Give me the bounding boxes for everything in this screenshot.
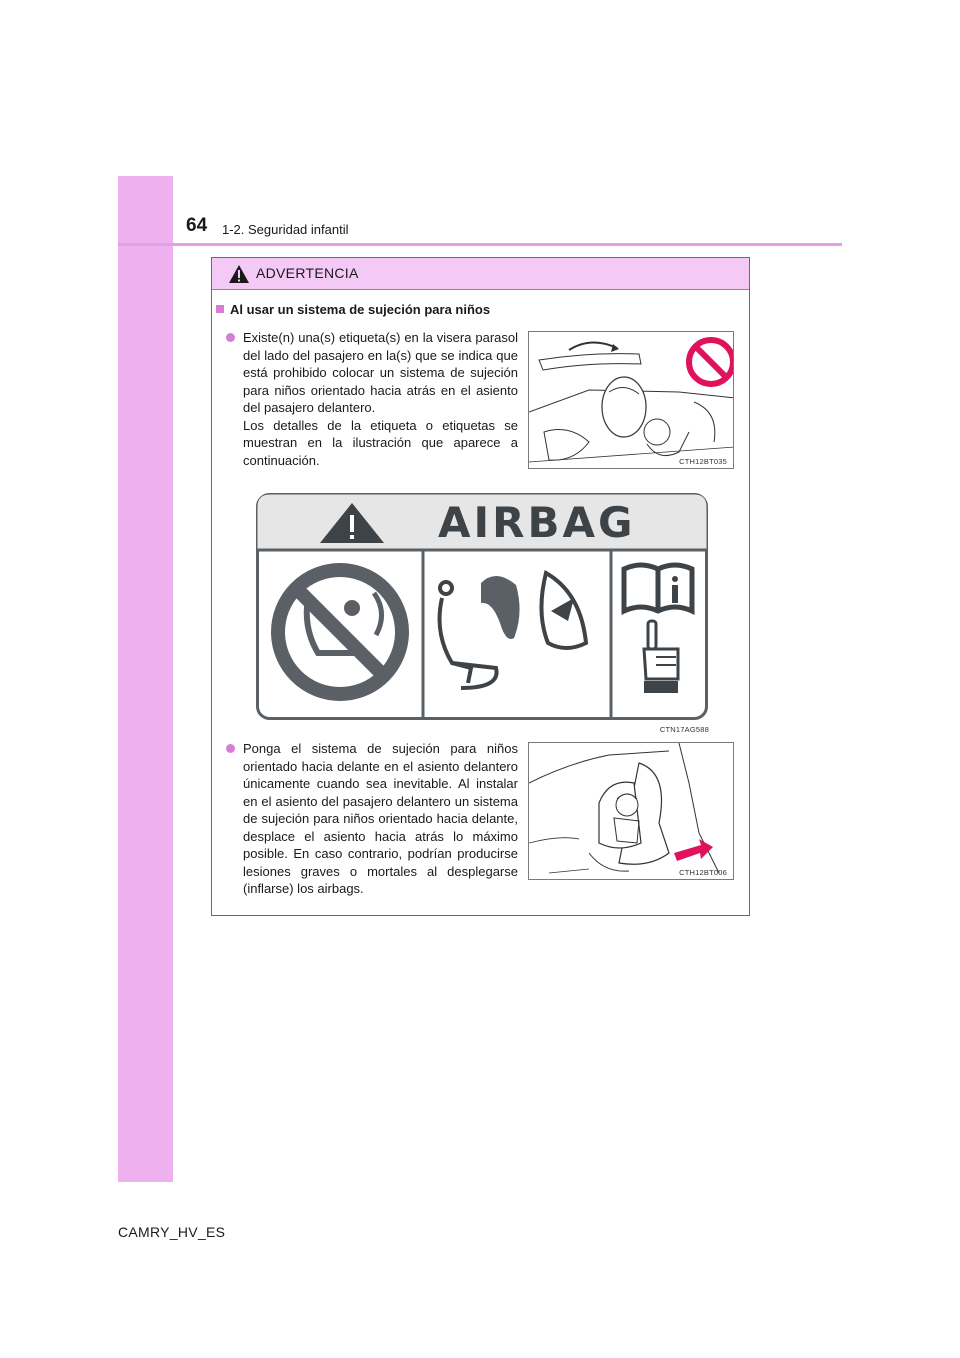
bullet-dot-icon	[226, 744, 235, 753]
airbag-warning-label	[256, 493, 709, 734]
page-number: 64	[186, 215, 208, 236]
image-code: CTH12BT006	[679, 868, 727, 877]
square-bullet-icon	[216, 305, 224, 313]
warning-subheading	[216, 302, 490, 317]
header-rule	[118, 243, 842, 246]
bullet-text: Existe(n) una(s) etiqueta(s) en la visera parasol del lado del pasajero en la(s) que se indica que está prohibido colocar un sistema de sujeción para niños orientado hacia atrás en el asiento del pasajero delantero.	[243, 330, 518, 415]
section-title: 1-2. Seguridad infantil	[222, 222, 349, 237]
airbag-label-word: AIRBAG	[438, 498, 636, 547]
bullet-dot-icon	[226, 333, 235, 342]
warning-box	[211, 257, 750, 916]
forward-facing-child-seat-illustration	[529, 743, 734, 880]
illustration-forward-facing-seat	[528, 742, 734, 880]
page-sidebar-tab	[118, 176, 173, 1182]
image-code: CTN17AG588	[659, 725, 709, 734]
bullet-item-visor-label	[226, 329, 518, 469]
image-code: CTH12BT035	[679, 457, 727, 466]
car-interior-airbag-illustration	[529, 332, 734, 469]
warning-header	[212, 258, 749, 290]
footer-model-code: CAMRY_HV_ES	[118, 1224, 226, 1240]
prohibition-icon	[689, 340, 733, 384]
bullet-text-continued: Los detalles de la etiqueta o etiquetas se muestran en la ilustración que aparece a continuación.	[243, 417, 518, 468]
warning-subheading-text: Al usar un sistema de sujeción para niños	[230, 302, 491, 317]
bullet-text: Ponga el sistema de sujeción para niños orientado hacia delante en el asiento delantero únicamente cuando sea inevitable. Al instalar en el asiento del pasajero delantero un sistema de sujeción para niños orientado hacia delante, desplace el asiento hacia atrás lo máximo posible. En caso contrario, podrían producirse lesiones graves o mortales al desplegarse (inflarse) los airbags.	[243, 741, 518, 896]
illustration-passenger-seat-prohibited	[528, 331, 734, 469]
warning-triangle-icon	[228, 264, 250, 284]
warning-title: ADVERTENCIA	[256, 265, 359, 281]
bullet-item-forward-facing	[226, 740, 518, 898]
